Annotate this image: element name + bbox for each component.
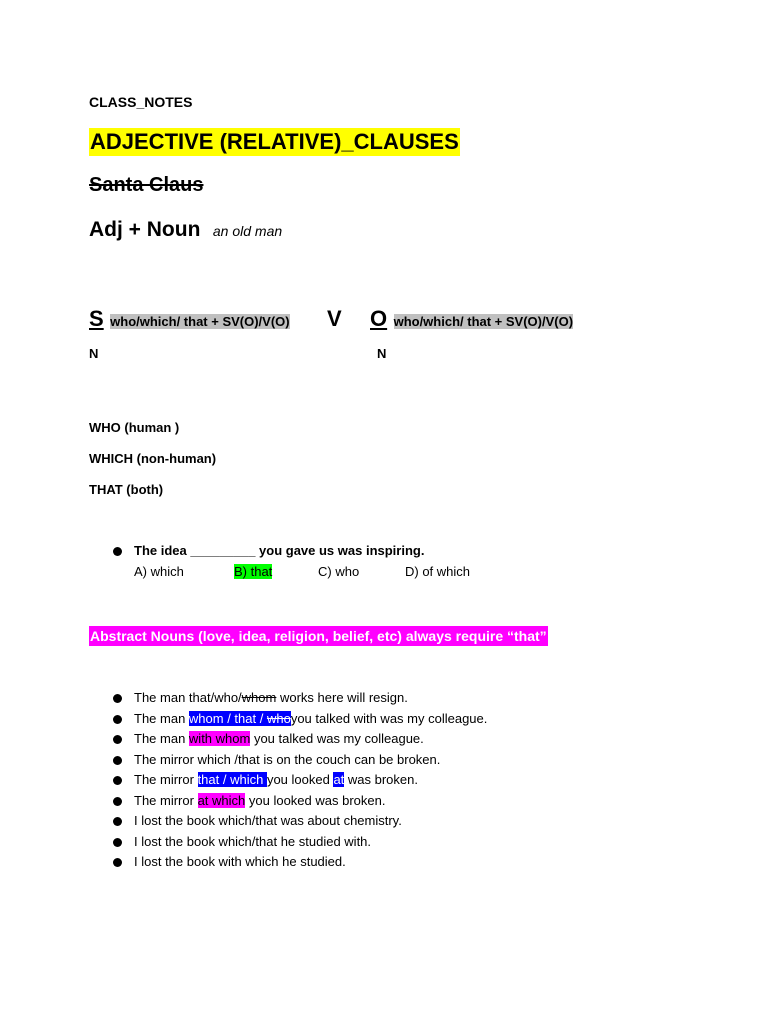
list-item: The man that/who/whom works here will resign. (110, 688, 487, 709)
page-title: ADJECTIVE (RELATIVE)_CLAUSES (90, 129, 459, 154)
adj-noun-line (89, 218, 282, 242)
list-item: I lost the book which/that was about chemistry. (110, 811, 487, 832)
adj-noun-example: an old man (212, 223, 283, 239)
list-item: I lost the book which/that he studied with. (110, 832, 487, 853)
pronoun-that: THAT (both) (89, 482, 164, 497)
list-item: The man with whom you talked was my colleague. (110, 729, 487, 750)
pronoun-who: WHO (human ) (89, 420, 180, 435)
object-noun-marker: N (377, 346, 387, 361)
list-item: The mirror which /that is on the couch can be broken. (110, 750, 487, 771)
example-list (110, 688, 487, 873)
verb-letter: V (327, 306, 342, 331)
question-stem: The idea _________ you gave us was inspiring. (134, 543, 425, 558)
option-b-correct: B) that (234, 564, 273, 579)
list-item: The mirror that / which you looked at was broken. (110, 770, 487, 791)
subject-clause: who/which/ that + SV(O)/V(O) (110, 314, 290, 329)
struck-heading: Santa Claus (89, 174, 204, 196)
list-item: The man whom / that / whoyou talked with was my colleague. (110, 709, 487, 730)
subject-noun-marker: N (89, 346, 99, 361)
list-item: I lost the book with which he studied. (110, 852, 487, 873)
adj-noun-formula: Adj + Noun (89, 218, 201, 241)
object-clause: who/which/ that + SV(O)/V(O) (393, 314, 574, 329)
class-notes-label: CLASS_NOTES (89, 94, 193, 110)
pronoun-which: WHICH (non-human) (89, 451, 217, 466)
object-letter: O (370, 306, 388, 331)
structure-subject (89, 306, 290, 332)
option-d: D) of which (405, 564, 471, 579)
abstract-noun-rule: Abstract Nouns (love, idea, religion, belief, etc) always require “that” (90, 628, 547, 644)
option-a: A) which (134, 564, 184, 579)
list-item: The mirror at which you looked was broken. (110, 791, 487, 812)
bullet-icon (113, 547, 122, 556)
question-item (110, 543, 424, 558)
subject-letter: S (89, 306, 104, 331)
option-c: C) who (318, 564, 360, 579)
structure-object (370, 306, 573, 332)
